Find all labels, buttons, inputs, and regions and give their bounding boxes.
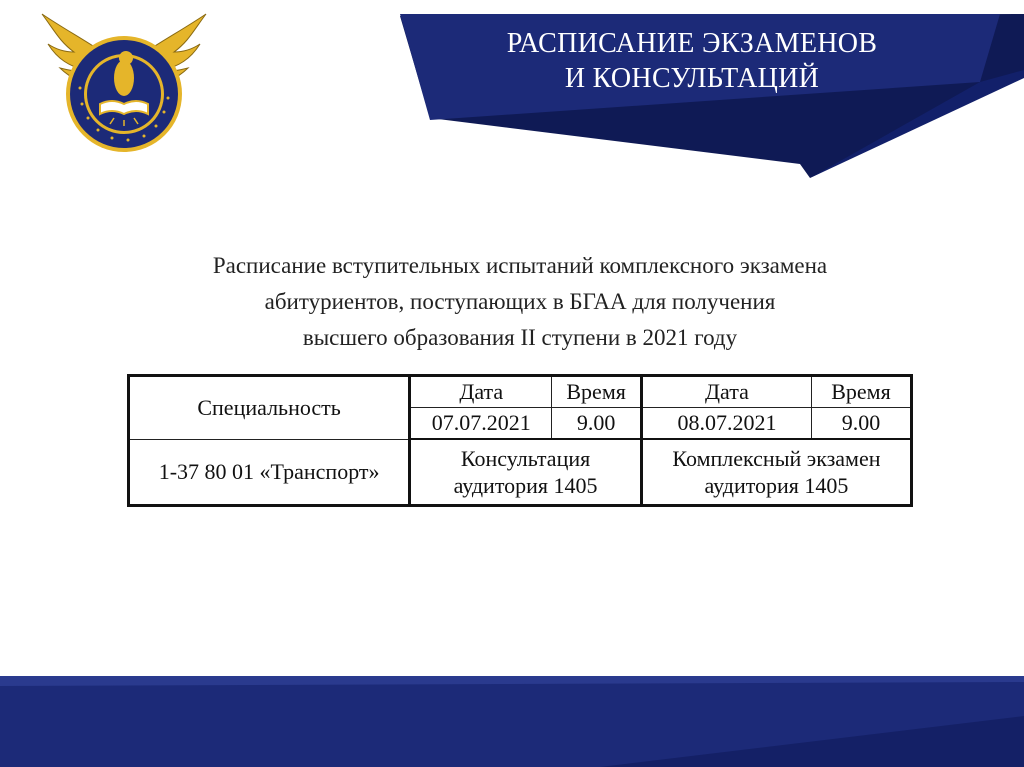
heading-line: абитуриентов, поступающих в БГАА для получения <box>264 289 776 314</box>
specialty-header: Специальность <box>129 376 410 440</box>
title-banner <box>400 14 1024 178</box>
footer-band <box>0 676 1024 767</box>
event-room: аудитория 1405 <box>453 473 598 498</box>
time-header: Время <box>552 376 642 408</box>
heading-line: Расписание вступительных испытаний комплексного экзамена <box>212 253 828 278</box>
date-header: Дата <box>641 376 811 408</box>
event-title: Консультация <box>460 446 591 471</box>
academy-logo <box>40 8 208 158</box>
date-header: Дата <box>410 376 552 408</box>
title-line: И КОНСУЛЬТАЦИЙ <box>564 63 820 94</box>
event-title: Комплексный экзамен <box>672 446 881 471</box>
table-row <box>129 439 912 506</box>
time-cell: 9.00 <box>811 408 911 440</box>
exam-cell <box>641 439 911 506</box>
specialty-cell: 1-37 80 01 «Транспорт» <box>129 439 410 506</box>
date-cell: 07.07.2021 <box>410 408 552 440</box>
event-room: аудитория 1405 <box>704 473 849 498</box>
eagle-emblem-icon <box>40 8 208 158</box>
table-header-row <box>129 376 912 408</box>
consultation-cell <box>410 439 642 506</box>
date-cell: 08.07.2021 <box>641 408 811 440</box>
time-cell: 9.00 <box>552 408 642 440</box>
heading-line: высшего образования II ступени в 2021 году <box>302 325 738 350</box>
schedule-heading <box>120 248 920 356</box>
title-line: РАСПИСАНИЕ ЭКЗАМЕНОВ <box>506 28 878 59</box>
page-title <box>492 26 892 96</box>
footer-shape <box>0 676 1024 767</box>
time-header: Время <box>811 376 911 408</box>
schedule-table <box>127 374 913 507</box>
